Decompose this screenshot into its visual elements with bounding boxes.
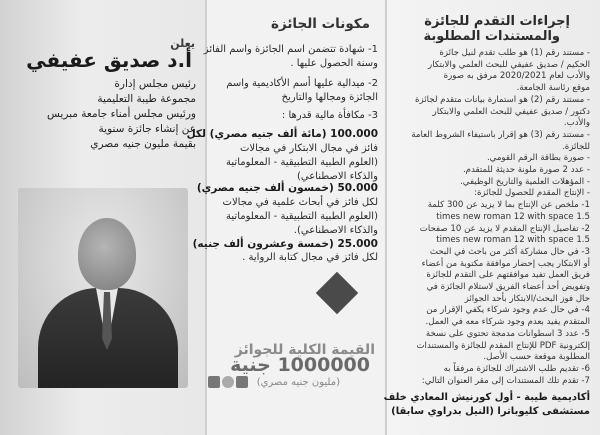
left-line: مجموعة طيبة التعليمية (97, 93, 196, 105)
component-line: 1- شهادة تتضمن اسم الجائزة واسم الفائز (203, 44, 378, 55)
procedure-line: 7- تقدم تلك المستندات إلى مقر العنوان التالي: (421, 375, 590, 386)
logo-icon (222, 376, 234, 388)
procedure-line: الحكيم / صديق عفيفي للبحث العلمي والابتكار (428, 59, 590, 70)
procedure-line: - مستند رقم (1) هو طلب تقدم لنيل جائزة (439, 48, 590, 58)
procedure-line: - المؤهلات العلمية والتاريخ الوظيفي. (460, 176, 590, 187)
procedure-line: حال فوز البحث/الابتكار بأحد الجوائز (464, 293, 590, 304)
prize3-line: لكل فائز في مجال كتابة الرواية . (242, 252, 378, 263)
founder-name: أ.د صديق عفيفي (26, 48, 192, 72)
procedure-line: 1- ملخص عن الإنتاج بما لا يزيد عن 300 كلمة (427, 200, 590, 211)
procedure-line: دكتور / صديق عفيفي للبحث العلمي والابتكار (432, 106, 590, 117)
total-amount: 1000000 جنية (230, 354, 370, 376)
procedure-line: أو الابتكار يجب إحضار موافقة مكتوبة من أعضاء (421, 258, 590, 269)
procedure-line: 2- تفاصيل الإنتاج المقدم لا يزيد عن 10 صفحات (419, 223, 590, 234)
procedure-line: - عدد 2 صورة ملونة حديثة للمتقدم. (462, 165, 590, 175)
procedure-line: - مستند رقم (2) هو استمارة بيانات متقدم لجائزة (415, 94, 590, 105)
prize1-amount: 100.000 (مائة ألف جنيه مصري) لكل (186, 128, 378, 140)
procedure-line: - الإنتاج المقدم للحصول للجائزة: (474, 188, 590, 199)
component-line: الجائزة ومجالها والتاريخ (281, 92, 378, 103)
procedure-line: المطلوبة موقعة حسب الأصل. (483, 352, 590, 363)
prize2-line: (العلوم الطبية التطبيقية - المعلوماتية (226, 211, 378, 222)
component-line: 2- ميدالية عليها أسم الأكاديمية واسم (226, 78, 378, 89)
procedure-line: times new roman 12 with space 1.5 (436, 211, 590, 222)
procedures-title-1: إجراءات التقدم للجائزة (424, 14, 570, 29)
total-words: (مليون جنيه مصري) (256, 377, 340, 388)
left-line: ورئيس مجلس أمناء جامعة مبريس (47, 108, 196, 120)
prize2-amount: 50.000 (خمسون ألف جنيه مصري) (196, 182, 378, 194)
prize2-line: والذكاء الاصطناعي). (293, 225, 378, 236)
announce-text: يعلن (170, 37, 195, 50)
component-line: 3- مكافأة مالية قدرها : (281, 110, 378, 121)
procedure-line: للجائزة. (562, 141, 590, 152)
prize-components-title: مكونات الجائزة (270, 16, 370, 32)
portrait-head (78, 218, 136, 290)
left-line: رئيس مجلس إدارة (114, 78, 196, 90)
procedure-line: 6- تقديم طلب الاشتراك للجائزة مرفقاً به (443, 363, 590, 374)
procedure-line: والأدب. (563, 118, 590, 129)
procedure-line: 5- عدد 3 اسطوانات مدمجة تحتوي على نسخة (425, 328, 590, 339)
address-line: أكاديمية طيبة - أول كورنيش المعادي خلف (383, 392, 590, 403)
fold-line-right (385, 0, 387, 435)
sponsor-logos (208, 373, 268, 387)
prize1-line: فائز في مجال الابتكار في مجالات (239, 143, 378, 154)
procedure-line: موقع رئاسة الجامعة. (516, 83, 590, 94)
prize1-line: والذكاء الاصطناعي) (296, 171, 378, 182)
procedure-line: والأدب لعام 2020/2021 مرفق به صورة (443, 71, 590, 82)
founder-portrait (18, 188, 188, 388)
procedure-line: - صورة بطاقة الرقم القومي. (486, 153, 590, 164)
prize3-amount: 25.000 (خمسة وعشرون ألف جنيه) (192, 238, 378, 250)
procedure-line: المتقدم يفيد بعدم وجود شركاء معه في العمل. (425, 317, 590, 328)
procedures-title-2: والمستندات المطلوبة (423, 29, 560, 44)
procedure-line: - مستند رقم (3) هو إقرار باستيفاء الشروط العامة (411, 129, 590, 140)
component-line: وسنة الحصول عليها . (290, 58, 378, 69)
logo-icon (208, 376, 220, 388)
procedure-line: وتفويض أحد أعضاء الفريق لاستلام الجائزة في (426, 282, 590, 292)
procedure-line: 3- في حال مشاركة أكثر من باحث في البحث (429, 246, 590, 257)
procedure-line: 4- في حال عدم وجود شركاء يكفي الإقرار من (426, 305, 590, 316)
left-line: عن إنشاء جائزة سنوية (98, 123, 196, 135)
left-line: بقيمة مليون جنيه مصري (90, 138, 196, 150)
procedure-line: فريق العمل تفيد موافقتهم على التقدم للجائزة (426, 270, 590, 281)
total-label: القيمة الكلية للجوائز (234, 342, 375, 358)
address-line: مستشفى كليوباترا (النيل بدراوي سابقا) (391, 406, 590, 417)
prize2-line: لكل فائز في أبحاث علمية في مجالات (222, 197, 378, 208)
procedure-line: إلكترونية PDF للإنتاج المقدم للجائزة والمستندات (416, 340, 590, 351)
logo-icon (236, 376, 248, 388)
procedure-line: times new roman 12 with space 1.5 (436, 235, 590, 246)
fold-line-left (205, 0, 207, 435)
prize1-line: (العلوم الطبية التطبيقية - المعلوماتية (226, 157, 378, 168)
